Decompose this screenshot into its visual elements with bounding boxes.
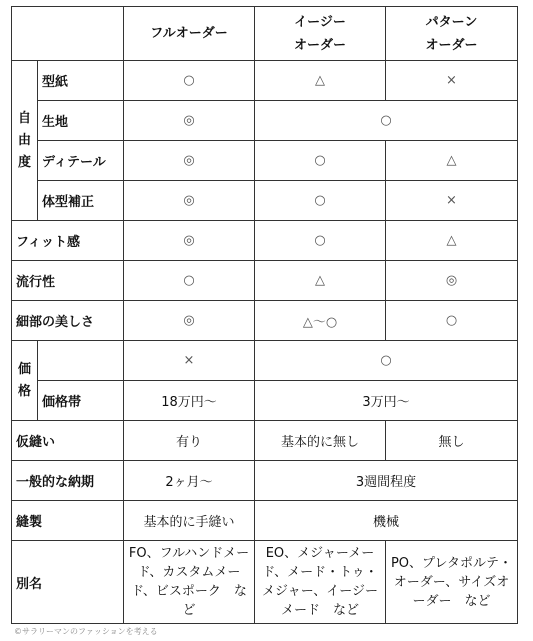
cell-ryuko-full: ○ [124, 261, 255, 301]
group-label-kakaku [12, 341, 38, 421]
header-pattern-line1: パターン [425, 14, 478, 30]
cell-detail-easy: ○ [255, 141, 386, 181]
copyright-credit: ©サラリーマンのファッションを考える [14, 627, 158, 636]
comparison-table [11, 6, 518, 624]
cell-fit-full: ◎ [124, 221, 255, 261]
cell-kakakutai-easy-pattern: 3万円〜 [255, 381, 518, 421]
group-jiyudo-char-1: 自 [17, 110, 31, 126]
table-row-betsumei [12, 541, 518, 624]
row-label-kakakutai: 価格帯 [38, 381, 124, 421]
cell-kakakutai-full: 18万円〜 [124, 381, 255, 421]
cell-ryuko-easy: △ [255, 261, 386, 301]
header-easy-line2: オーダー [293, 37, 346, 53]
group-label-jiyudo [12, 61, 38, 221]
table-row-hosei [12, 501, 518, 541]
cell-betsumei-full: FO、フルハンドメード、カスタムメード、ビスポーク など [124, 541, 255, 624]
row-label-kiji: 生地 [38, 101, 124, 141]
group-kakaku-char-2: 格 [17, 383, 31, 399]
cell-katagami-pattern: × [386, 61, 518, 101]
group-kakaku-char-1: 価 [17, 361, 31, 377]
cell-kakaku-easy-pattern: ○ [255, 341, 518, 381]
cell-detail-pattern: △ [386, 141, 518, 181]
row-label-detail: ディテール [38, 141, 124, 181]
cell-taikei-pattern: × [386, 181, 518, 221]
group-jiyudo-char-2: 由 [17, 132, 31, 148]
table-row-karinui [12, 421, 518, 461]
cell-karinui-easy: 基本的に無し [255, 421, 386, 461]
header-pattern-order [386, 7, 518, 61]
cell-saibu-full: ◎ [124, 301, 255, 341]
header-easy-order [255, 7, 386, 61]
table-row-kakakutai [12, 381, 518, 421]
cell-karinui-full: 有り [124, 421, 255, 461]
header-pattern-line2: オーダー [425, 37, 478, 53]
table-row-kakaku [12, 341, 518, 381]
cell-katagami-easy: △ [255, 61, 386, 101]
cell-betsumei-pattern: PO、プレタポルテ・オーダー、サイズオーダー など [386, 541, 518, 624]
table-row-saibu [12, 301, 518, 341]
header-full-order: フルオーダー [124, 7, 255, 61]
cell-fit-pattern: △ [386, 221, 518, 261]
row-label-kakaku-empty [38, 341, 124, 381]
cell-kiji-full: ◎ [124, 101, 255, 141]
cell-detail-full: ◎ [124, 141, 255, 181]
table-row-detail [12, 141, 518, 181]
header-easy-line1: イージー [294, 14, 346, 30]
cell-katagami-full: ○ [124, 61, 255, 101]
cell-ryuko-pattern: ◎ [386, 261, 518, 301]
header-empty-cell [12, 7, 124, 61]
header-row [12, 7, 518, 61]
row-label-taikei: 体型補正 [38, 181, 124, 221]
cell-hosei-easy-pattern: 機械 [255, 501, 518, 541]
cell-noki-easy-pattern: 3週間程度 [255, 461, 518, 501]
cell-saibu-pattern: ○ [386, 301, 518, 341]
row-label-hosei: 縫製 [12, 501, 124, 541]
cell-hosei-full: 基本的に手縫い [124, 501, 255, 541]
cell-karinui-pattern: 無し [386, 421, 518, 461]
cell-kakaku-full: × [124, 341, 255, 381]
cell-saibu-easy: △〜○ [255, 301, 386, 341]
table-row-katagami [12, 61, 518, 101]
cell-kiji-easy-pattern: ○ [255, 101, 518, 141]
row-label-saibu: 細部の美しさ [12, 301, 124, 341]
table-row-ryuko [12, 261, 518, 301]
cell-noki-full: 2ヶ月〜 [124, 461, 255, 501]
row-label-fit: フィット感 [12, 221, 124, 261]
row-label-karinui: 仮縫い [12, 421, 124, 461]
row-label-betsumei: 別名 [12, 541, 124, 624]
table-row-taikei [12, 181, 518, 221]
cell-taikei-full: ◎ [124, 181, 255, 221]
row-label-noki: 一般的な納期 [12, 461, 124, 501]
table-row-noki [12, 461, 518, 501]
group-jiyudo-char-3: 度 [17, 154, 31, 170]
row-label-ryuko: 流行性 [12, 261, 124, 301]
cell-betsumei-easy: EO、メジャーメード、メード・トゥ・メジャー、イージーメード など [255, 541, 386, 624]
row-label-katagami: 型紙 [38, 61, 124, 101]
cell-fit-easy: ○ [255, 221, 386, 261]
table-row-kiji [12, 101, 518, 141]
cell-taikei-easy: ○ [255, 181, 386, 221]
table-row-fit [12, 221, 518, 261]
